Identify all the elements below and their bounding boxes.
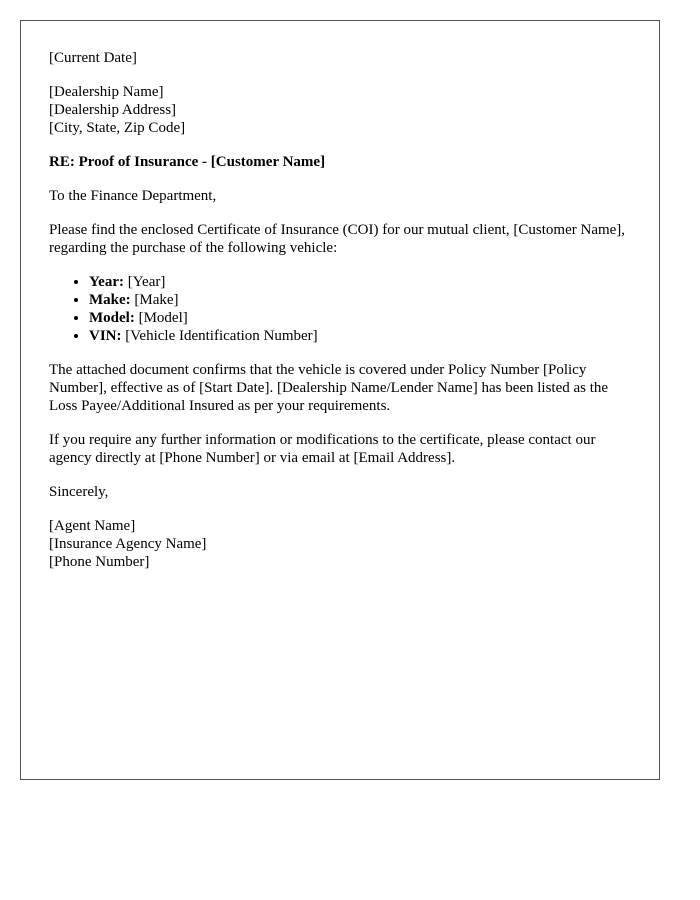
agency-phone: [Phone Number] [49,554,150,570]
salutation: To the Finance Department, [49,188,217,204]
list-item [89,309,639,327]
vehicle-make-value: [Make] [134,292,179,308]
letter-body [49,49,639,587]
list-item [89,327,639,345]
vehicle-model-value: [Model] [138,310,188,326]
agent-name: [Agent Name] [49,518,136,534]
signature-block [49,517,639,571]
vehicle-make-label: Make: [89,292,131,308]
list-item [89,291,639,309]
vehicle-year-label: Year: [89,274,124,290]
list-item [89,273,639,291]
recipient-block [49,83,639,137]
dealership-city-state-zip: [City, State, Zip Code] [49,120,186,136]
letter-page [20,20,660,780]
vehicle-details-list [49,273,639,345]
subject-line: RE: Proof of Insurance - [Customer Name] [49,154,326,170]
coverage-paragraph: The attached document confirms that the vehicle is covered under Policy Number [Policy Number], effective as of [Start Date]. [Dealership Name/Lender Name] has been listed as the Loss Payee/Additional Insured as per your requirements. [49,362,609,414]
contact-paragraph: If you require any further information or modifications to the certificate, please contact our agency directly at [Phone Number] or via email at [Email Address]. [49,432,596,466]
intro-paragraph: Please find the enclosed Certificate of Insurance (COI) for our mutual client, [Customer Name], regarding the purchase of the following vehicle: [49,222,626,256]
vehicle-model-label: Model: [89,310,135,326]
vehicle-vin-label: VIN: [89,328,122,344]
agency-name: [Insurance Agency Name] [49,536,207,552]
vehicle-vin-value: [Vehicle Identification Number] [125,328,318,344]
vehicle-year-value: [Year] [127,274,166,290]
closing: Sincerely, [49,484,109,500]
dealership-name: [Dealership Name] [49,84,164,100]
dealership-address: [Dealership Address] [49,102,177,118]
letter-date: [Current Date] [49,50,137,66]
